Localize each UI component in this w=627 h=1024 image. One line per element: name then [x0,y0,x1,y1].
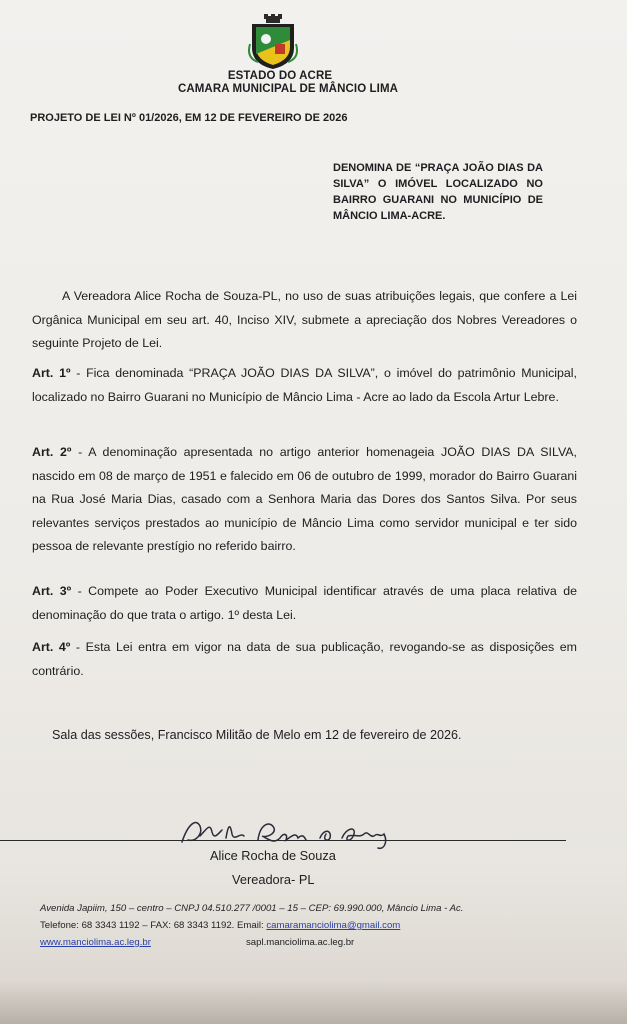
footer-email-link[interactable]: camaramanciolima@gmail.com [266,920,401,931]
signer-role: Vereadora- PL [232,872,315,887]
article-4 [32,636,577,683]
article-3-label: Art. 3º [32,584,72,598]
footer-address: Avenida Japiim, 150 – centro – CNPJ 04.510.277 /0001 – 15 – CEP: 69.990.000, Mâncio Lima - Ac. [40,903,464,914]
project-title: PROJETO DE LEI Nº 01/2026, EM 12 DE FEVEREIRO DE 2026 [30,112,348,124]
article-3-text: - Compete ao Poder Executivo Municipal identificar através de uma placa relativa de denominação do que trata o artigo. 1º desta Lei. [32,584,577,622]
project-ementa: DENOMINA DE “PRAÇA JOÃO DIAS DA SILVA” O IMÓVEL LOCALIZADO NO BAIRRO GUARANI NO MUNICÍPIO DE MÂNCIO LIMA-ACRE. [333,162,543,222]
signature-line [0,840,566,841]
municipal-crest-icon [248,14,298,70]
article-2-text: - A denominação apresentada no artigo anterior homenageia JOÃO DIAS DA SILVA, nascido em 08 de março de 1951 e falecido em 06 de outubro de 1999, morador do Bairro Guarani na Rua José Maria Dias, casado com a Senhora Maria das Dores dos Santos Silva. Por seus relevantes serviços prestados ao município de Mâncio Lima como servidor municipal e ter sido pessoa de relevante prestígio no referido bairro. [32,445,577,554]
place-date: Sala das sessões, Francisco Militão de Melo em 12 de fevereiro de 2026. [52,728,462,742]
footer-contact [40,920,400,931]
article-3 [32,580,577,627]
article-4-label: Art. 4º [32,640,71,654]
article-2 [32,441,577,559]
footer-links [40,937,355,948]
signer-name: Alice Rocha de Souza [210,848,336,863]
header-chamber: CAMARA MUNICIPAL DE MÂNCIO LIMA [177,83,399,95]
article-2-label: Art. 2º [32,445,72,459]
handwritten-signature [170,812,410,852]
page-shadow [0,980,627,1024]
intro-paragraph: A Vereadora Alice Rocha de Souza-PL, no uso de suas atribuições legais, que confere a Lei Orgânica Municipal em seu art. 40, Inciso XIV, submete a apreciação dos Nobres Vereadores o seguinte Projeto de Lei. [32,289,577,351]
header-state: ESTADO DO ACRE [227,70,333,82]
footer-website-link[interactable]: www.manciolima.ac.leg.br [40,937,151,948]
article-4-text: - Esta Lei entra em vigor na data de sua publicação, revogando-se as disposições em contrário. [32,640,577,678]
footer-sapl: sapl.manciolima.ac.leg.br [246,937,355,948]
article-1-label: Art. 1º [32,366,71,380]
footer-phone-fax: Telefone: 68 3343 1192 – FAX: 68 3343 1192. Email: [40,920,267,931]
article-1-text: - Fica denominada “PRAÇA JOÃO DIAS DA SILVA”, o imóvel do patrimônio Municipal, localizado no Bairro Guarani no Município de Mâncio Lima - Acre ao lado da Escola Artur Lebre. [32,366,577,404]
article-1 [32,362,577,409]
